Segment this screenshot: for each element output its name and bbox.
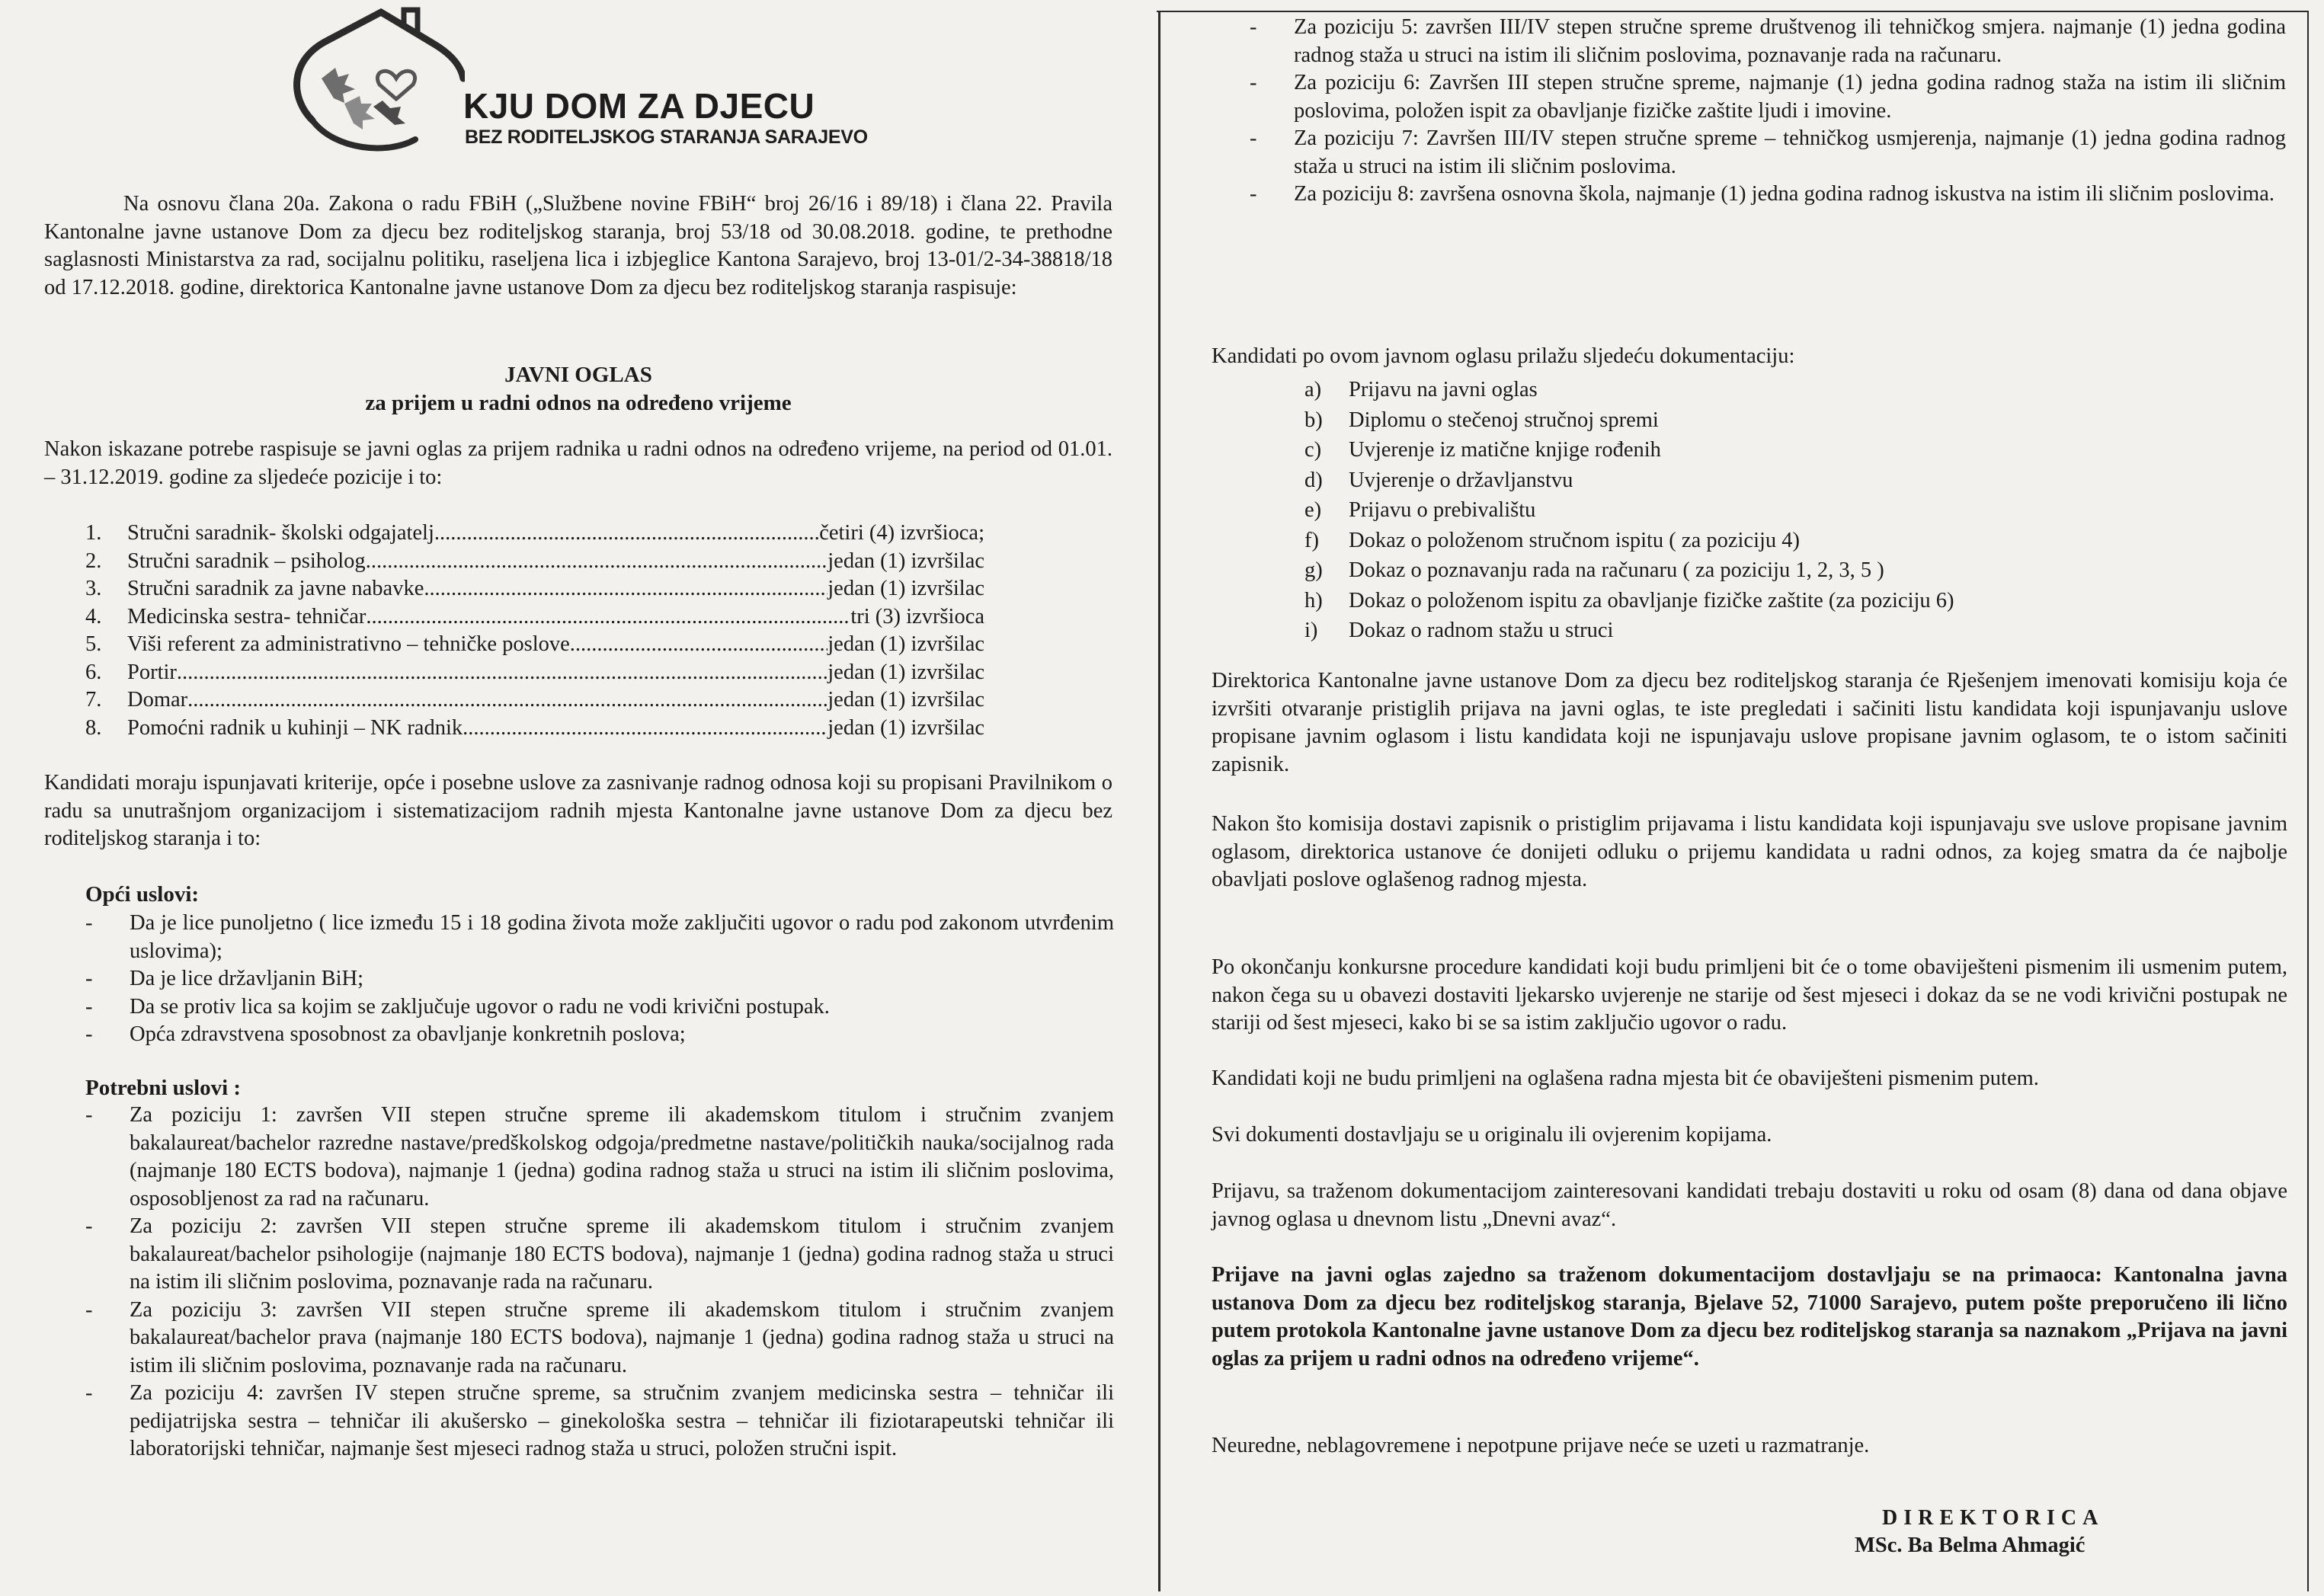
document-text: Prijavu na javni oglas [1349,378,1538,401]
position-item [85,520,984,548]
document-text: Dokaz o poznavanju rada na računaru ( za poziciju 1, 2, 3, 5 ) [1349,558,1884,582]
document-item [1304,405,1954,436]
required-conditions-heading: Potrebni uslovi : [85,1076,242,1100]
position-count: jedan (1) izvršilac [827,577,984,600]
document-text: Diplomu o stečenoj stručnoj spremi [1349,408,1659,432]
dot-leader [177,659,827,687]
decision-paragraph: Nakon što komisija dostavi zapisnik o pristiglim prijavama i listu kandidata koji ispunjavaju sve uslove propisane javnim oglasom, direktorica ustanove će donijeti odluku o prijemu kandidata u radni odnos, za kojeg smatra da će najbolje obavljati poslove oglašenog radnog mjesta. [1212,812,2287,891]
general-conditions-heading: Opći uslovi: [85,882,200,907]
document-item [1304,616,1954,646]
position-count: jedan (1) izvršilac [827,549,984,573]
document-item [1304,435,1954,465]
document-text: Uvjerenje iz matične knjige rođenih [1349,438,1661,462]
document-item [1304,465,1954,496]
position-name: Portir [127,660,177,684]
position-number: 7. [85,688,102,712]
document-text: Uvjerenje o državljanstvu [1349,468,1573,492]
document-text: Prijavu o prebivalištu [1349,498,1536,522]
position-item [85,548,984,576]
signature-name: MSc. Ba Belma Ahmagić [1855,1534,2086,1557]
required-conditions-list-left [85,1102,1114,1463]
logo-subtitle: BEZ RODITELJSKOG STARANJA SARAJEVO [465,126,868,148]
document-letter: g) [1304,558,1323,582]
document-item [1304,375,1954,405]
notice-title: JAVNI OGLAS [504,363,652,387]
document-letter: b) [1304,408,1323,432]
position-name: Stručni saradnik – psiholog [127,549,366,573]
position-number: 4. [85,604,102,628]
deadline-paragraph: Prijavu, sa traženom dokumentacijom zainteresovani kandidati trebaju dostaviti u roku od osam (8) dana od dana objave javnog oglasa u dnevnom listu „Dnevni avaz“. [1212,1179,2287,1231]
document-letter: c) [1304,438,1322,462]
dot-leader [434,520,819,548]
position-name: Stručni saradnik- školski odgajatelj [127,521,434,545]
position-name: Medicinska sestra- tehničar [127,604,367,628]
position-item [85,715,984,743]
general-condition-item: - Da je lice državljanin BiH; [85,965,1114,993]
general-conditions-list [85,910,1114,1049]
frame-right-border [2307,11,2309,1591]
position-number: 3. [85,577,102,600]
documents-list [1304,375,1954,646]
position-name: Domar [127,688,188,712]
document-letter: i) [1304,619,1318,642]
document-letter: a) [1304,378,1322,401]
documents-original-paragraph: Svi dokumenti dostavljaju se u originalu ili ovjerenim kopijama. [1212,1123,1772,1147]
document-item [1304,555,1954,586]
positions-intro-paragraph: Nakon iskazane potrebe raspisuje se javni oglas za prijem radnika u radni odnos na određeno vrijeme, na period od 01.01. – 31.12.2019. godine za sljedeće pozicije i to: [44,437,1112,489]
document-letter: f) [1304,528,1319,552]
document-item [1304,495,1954,526]
dot-leader [187,686,827,715]
frame-top-border [1157,11,2309,12]
documents-intro: Kandidati po ovom javnom oglasu prilažu sljedeću dokumentaciju: [1212,344,1795,368]
position-count: četiri (4) izvršioca; [819,521,984,545]
required-condition-item: - Za poziciju 4: završen IV stepen stručne spreme, sa stručnim zvanjem medicinska sestra – tehničar ili pedijatrijska sestra – tehničar ili akušersko – ginekološka sestra – tehničar ili fiziotarapeutski tehničar ili laboratorijski tehničar, najmanje šest mjeseci radnog staža u struci, položen stručni ispit. [85,1380,1114,1463]
house-hands-heart-icon [282,6,465,158]
position-count: jedan (1) izvršilac [827,688,984,712]
position-name: Viši referent za administrativno – tehničke poslove [127,632,570,656]
position-number: 5. [85,632,102,656]
required-condition-item: - Za poziciju 6: Završen III stepen stručne spreme, najmanje (1) jedna godina radnog staža na istim ili sličnim poslovima, položen ispit za obavljanje fizičke zaštite ljudi i imovine. [1250,69,2286,125]
position-count: jedan (1) izvršilac [827,715,984,740]
position-count: tri (3) izvršioca [850,604,984,628]
notice-subtitle: za prijem u radni odnos na određeno vrijeme [365,391,792,415]
document-letter: h) [1304,588,1323,612]
document-text: Dokaz o radnom stažu u struci [1349,619,1614,642]
document-item [1304,586,1954,616]
positions-list [85,520,984,742]
position-name: Stručni saradnik za javne nabavke [127,577,424,600]
position-count: jedan (1) izvršilac [827,632,984,656]
position-item [85,575,984,603]
general-condition-item: - Da se protiv lica sa kojim se zaključuje ugovor o radu ne vodi krivični postupak. [85,993,1114,1022]
general-condition-item: - Da je lice punoljetno ( lice između 15 i 18 godina života može zaključiti ugovor o radu pod zakonom utvrđenim uslovima); [85,910,1114,965]
position-item [85,631,984,659]
position-item [85,659,984,687]
required-condition-item: - Za poziciju 1: završen VII stepen stručne spreme ili akademskom titulom i stručnim zvanjem bakalaureat/bachelor razredne nastave/predškolskog odgoja/predmetne nastave/političkih nauka/socijalnog rada (najmanje 180 ECTS bodova), najmanje 1 (jedna) godina radnog staža u struci na istim ili sličnim poslovima, osposobljenost za rad na računaru. [85,1102,1114,1213]
position-item [85,603,984,632]
position-name: Pomoćni radnik u kuhinji – NK radnik [127,715,463,740]
logo-title: KJU DOM ZA DJECU [463,86,815,126]
dot-leader [570,631,827,659]
intro-text: Na osnovu člana 20a. Zakona o radu FBiH („Službene novine FBiH“ broj 26/16 i 89/18) i člana 22. Pravila Kantonalne javne ustanove Dom za djecu bez roditeljskog staranja, broj 53/18 od 30.08.2018. godine, te prethodne saglasnosti Ministarstva za rad, socijalnu politiku, raseljena lica i izbjeglice Kantona Sarajevo, broj 13-01/2-34-38818/18 od 17.12.2018. godine, direktorica Kantonalne javne ustanove Dom za djecu bez roditeljskog staranja raspisuje: [44,192,1112,299]
rejected-candidates-paragraph: Kandidati koji ne budu primljeni na oglašena radna mjesta bit će obaviješteni pismenim putem. [1212,1067,2039,1090]
position-count: jedan (1) izvršilac [827,660,984,684]
general-condition-item: - Opća zdravstvena sposobnost za obavljanje konkretnih poslova; [85,1021,1114,1049]
position-number: 6. [85,660,102,684]
column-divider [1158,11,1160,1591]
commission-paragraph: Direktorica Kantonalne javne ustanove Dom za djecu bez roditeljskog staranja će Rješenjem imenovati komisiju koja će izvršiti otvaranje pristiglih prijava na javni oglas, te iste pregledati i sačiniti listu kandidata koji ispunjavanju uslove propisane javnim oglasom i listu kandidata koji ne ispunjavaju uslove propisane javnim oglasom, te o istom sačiniti zapisnik. [1212,669,2287,776]
required-condition-item: - Za poziciju 7: Završen III/IV stepen stručne spreme – tehničkog usmjerenja, najmanje (1) jedna godina radnog staža u struci na istim ili sličnim poslovima. [1250,125,2286,181]
incomplete-applications-paragraph: Neuredne, neblagovremene i nepotpune prijave neće se uzeti u razmatranje. [1212,1434,1870,1457]
position-item [85,686,984,715]
position-number: 8. [85,715,102,740]
notification-paragraph: Po okončanju konkursne procedure kandidati koji budu primljeni bit će o tome obaviješteni pismenim ili usmenim putem, nakon čega su u obavezi dostaviti ljekarsko uvjerenje ne starije od šest mjeseci i dokaz da se ne vodi krivični postupak ne stariji od šest mjeseci, kako bi se sa istim zaključio ugovor o radu. [1212,955,2287,1035]
required-condition-item: - Za poziciju 8: završena osnovna škola, najmanje (1) jedna godina radnog iskustva na istim ili sličnim poslovima. [1250,181,2286,209]
position-number: 1. [85,521,102,545]
organization-logo [282,6,876,158]
dot-leader [463,715,827,743]
dot-leader [366,548,828,576]
intro-paragraph [44,190,1112,302]
submission-address-paragraph: Prijave na javni oglas zajedno sa traženom dokumentacijom dostavljaju se na primaoca: Kantonalna javna ustanova Dom za djecu bez roditeljskog staranja, Bjelave 52, 71000 Sarajevo, putem pošte preporučeno ili lično putem protokola Kantonalne javne ustanove Dom za djecu bez roditeljskog staranja sa naznakom „Prijava na javni oglas za prijem u radni odnos na određeno vrijeme“. [1212,1263,2287,1371]
criteria-paragraph: Kandidati moraju ispunjavati kriterije, opće i posebne uslove za zasnivanje radnog odnosa koji su propisani Pravilnikom o radu sa unutrašnjom organizacijom i sistematizacijom radnih mjesta Kantonalne javne ustanove Dom za djecu bez roditeljskog staranja i to: [44,771,1112,850]
dot-leader [366,603,850,632]
document-text: Dokaz o položenom stručnom ispitu ( za poziciju 4) [1349,528,1801,552]
required-condition-item: - Za poziciju 3: završen VII stepen stručne spreme ili akademskom titulom i stručnim zvanjem bakalaureat/bachelor prava (najmanje 180 ECTS bodova), najmanje 1 (jedna) godina radnog staža u struci na istim ili sličnim poslovima, poznavanje rada na računaru. [85,1297,1114,1380]
required-conditions-list-right [1250,14,2286,209]
required-condition-item: - Za poziciju 2: završen VII stepen stručne spreme ili akademskom titulom i stručnim zvanjem bakalaureat/bachelor psihologije (najmanje 180 ECTS bodova), najmanje 1 (jedna) godina radnog staža u struci na istim ili sličnim poslovima, poznavanje rada na računaru. [85,1213,1114,1297]
document-letter: d) [1304,468,1323,492]
dot-leader [424,575,827,603]
document-item [1304,526,1954,556]
signature-title: DIREKTORICA [1882,1506,2105,1530]
required-condition-item: - Za poziciju 5: završen III/IV stepen stručne spreme društvenog ili tehničkog smjera. najmanje (1) jedna godina radnog staža u struci na istim ili sličnim poslovima, poznavanje rada na računaru. [1250,14,2286,69]
document-text: Dokaz o položenom ispitu za obavljanje fizičke zaštite (za poziciju 6) [1349,588,1954,612]
document-letter: e) [1304,498,1322,522]
position-number: 2. [85,549,102,573]
